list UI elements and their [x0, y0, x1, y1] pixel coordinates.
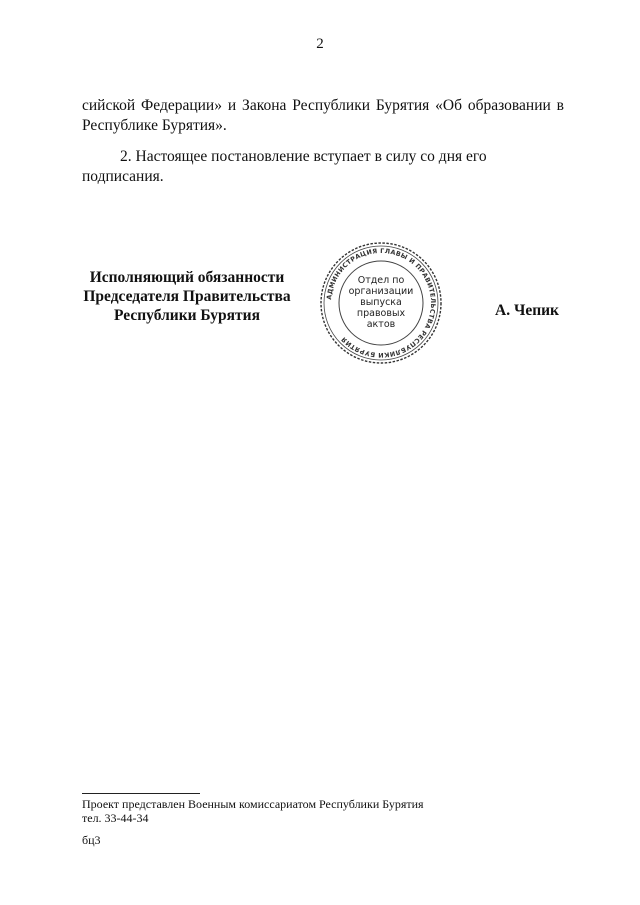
footnote-phone: тел. 33-44-34 [82, 811, 149, 825]
svg-text:организации: организации [348, 286, 414, 297]
paragraph-1-line-2: Республике Бурятия». [82, 117, 227, 134]
svg-text:правовых: правовых [356, 308, 406, 319]
svg-text:актов: актов [366, 319, 396, 330]
footnote-project-source: Проект представлен Военным комиссариатом Республики Бурятия [82, 797, 424, 811]
signatory-title [80, 268, 294, 325]
signatory-title-line-1: Исполняющий обязанности [89, 269, 285, 286]
footnote [82, 797, 424, 825]
signatory-title-line-2: Председателя Правительства [83, 288, 291, 305]
page-number: 2 [316, 36, 324, 52]
footnote-divider [82, 793, 200, 794]
signatory-name: А. Чепик [495, 302, 559, 319]
paragraph-2: 2. Настоящее постановление вступает в силу со дня его подписания. [82, 148, 487, 185]
stamp-center-text [349, 275, 414, 330]
svg-text:выпуска: выпуска [360, 297, 402, 308]
svg-text:Отдел по: Отдел по [357, 275, 405, 286]
official-stamp [318, 240, 444, 366]
stamp-ring-text: АДМИНИСТРАЦИЯ ГЛАВЫ И ПРАВИТЕЛЬСТВА РЕСПУБЛИКИ БУРЯТИЯ [325, 246, 438, 360]
paragraph-1-line-1: сийской Федерации» и Закона Республики Бурятия «Об образовании в [82, 97, 564, 114]
paragraph-1 [82, 96, 564, 136]
document-code: бц3 [82, 833, 101, 847]
signatory-title-line-3: Республики Бурятия [114, 307, 260, 324]
